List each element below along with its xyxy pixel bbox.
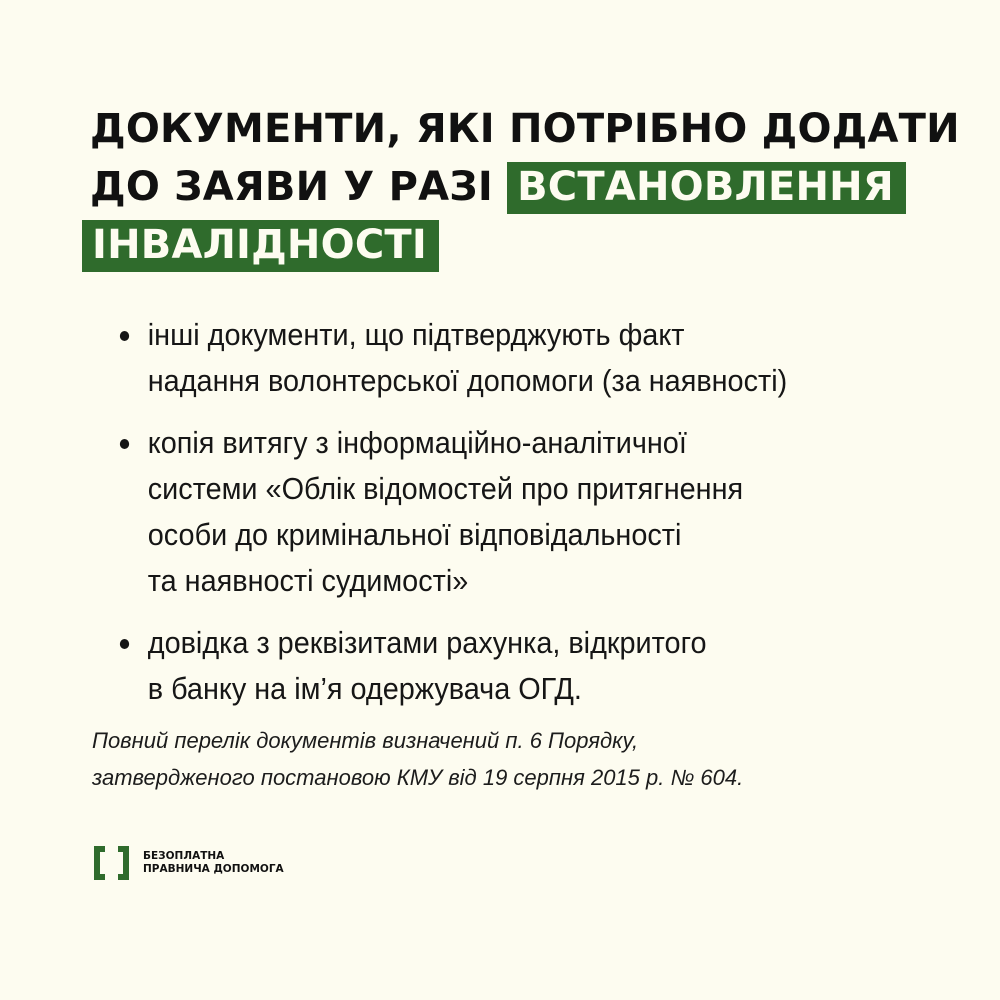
list-item	[118, 620, 862, 712]
logo-line-2: ПРАВНИЧА ДОПОМОГА	[143, 863, 284, 875]
list-item-line: особи до кримінальної відповідальності	[147, 517, 682, 552]
bracket-right-icon	[118, 846, 129, 880]
list-item	[118, 420, 862, 604]
bullet-icon	[120, 331, 129, 341]
bracket-left-icon	[94, 846, 105, 880]
footnote	[92, 722, 912, 796]
list-item-line: надання волонтерської допомоги (за наявності)	[147, 363, 788, 398]
logo-line-1: БЕЗОПЛАТНА	[143, 850, 225, 862]
title-line-3	[90, 216, 950, 274]
title-line-1: ДОКУМЕНТИ, ЯКІ ПОТРІБНО ДОДАТИ	[90, 106, 960, 152]
list-item-line: довідка з реквізитами рахунка, відкритого	[147, 625, 707, 660]
bullet-icon	[120, 639, 129, 649]
title-line-2	[90, 158, 950, 216]
list-item	[118, 312, 862, 404]
footnote-line-1: Повний перелік документів визначений п. 6 Порядку,	[92, 728, 639, 753]
list-item-line: системи «Облік відомостей про притягнення	[147, 471, 744, 506]
list-item-line: в банку на ім’я одержувача ОГД.	[147, 671, 582, 706]
logo-text	[143, 850, 284, 876]
documents-list	[118, 312, 862, 728]
list-item-line: інші документи, що підтверджують факт	[147, 317, 685, 352]
logo	[94, 846, 284, 880]
page-title	[90, 100, 960, 274]
title-line-2-text: ДО ЗАЯВИ У РАЗІ	[90, 164, 508, 210]
list-item-line: копія витягу з інформаційно-аналітичної	[147, 425, 687, 460]
list-item-line: та наявності судимості»	[147, 563, 469, 598]
bullet-icon	[120, 439, 129, 449]
title-highlight-2: ІНВАЛІДНОСТІ	[82, 220, 439, 272]
title-highlight-1: ВСТАНОВЛЕННЯ	[507, 162, 906, 214]
footnote-line-2: затвердженого постановою КМУ від 19 серпня 2015 р. № 604.	[92, 765, 744, 790]
